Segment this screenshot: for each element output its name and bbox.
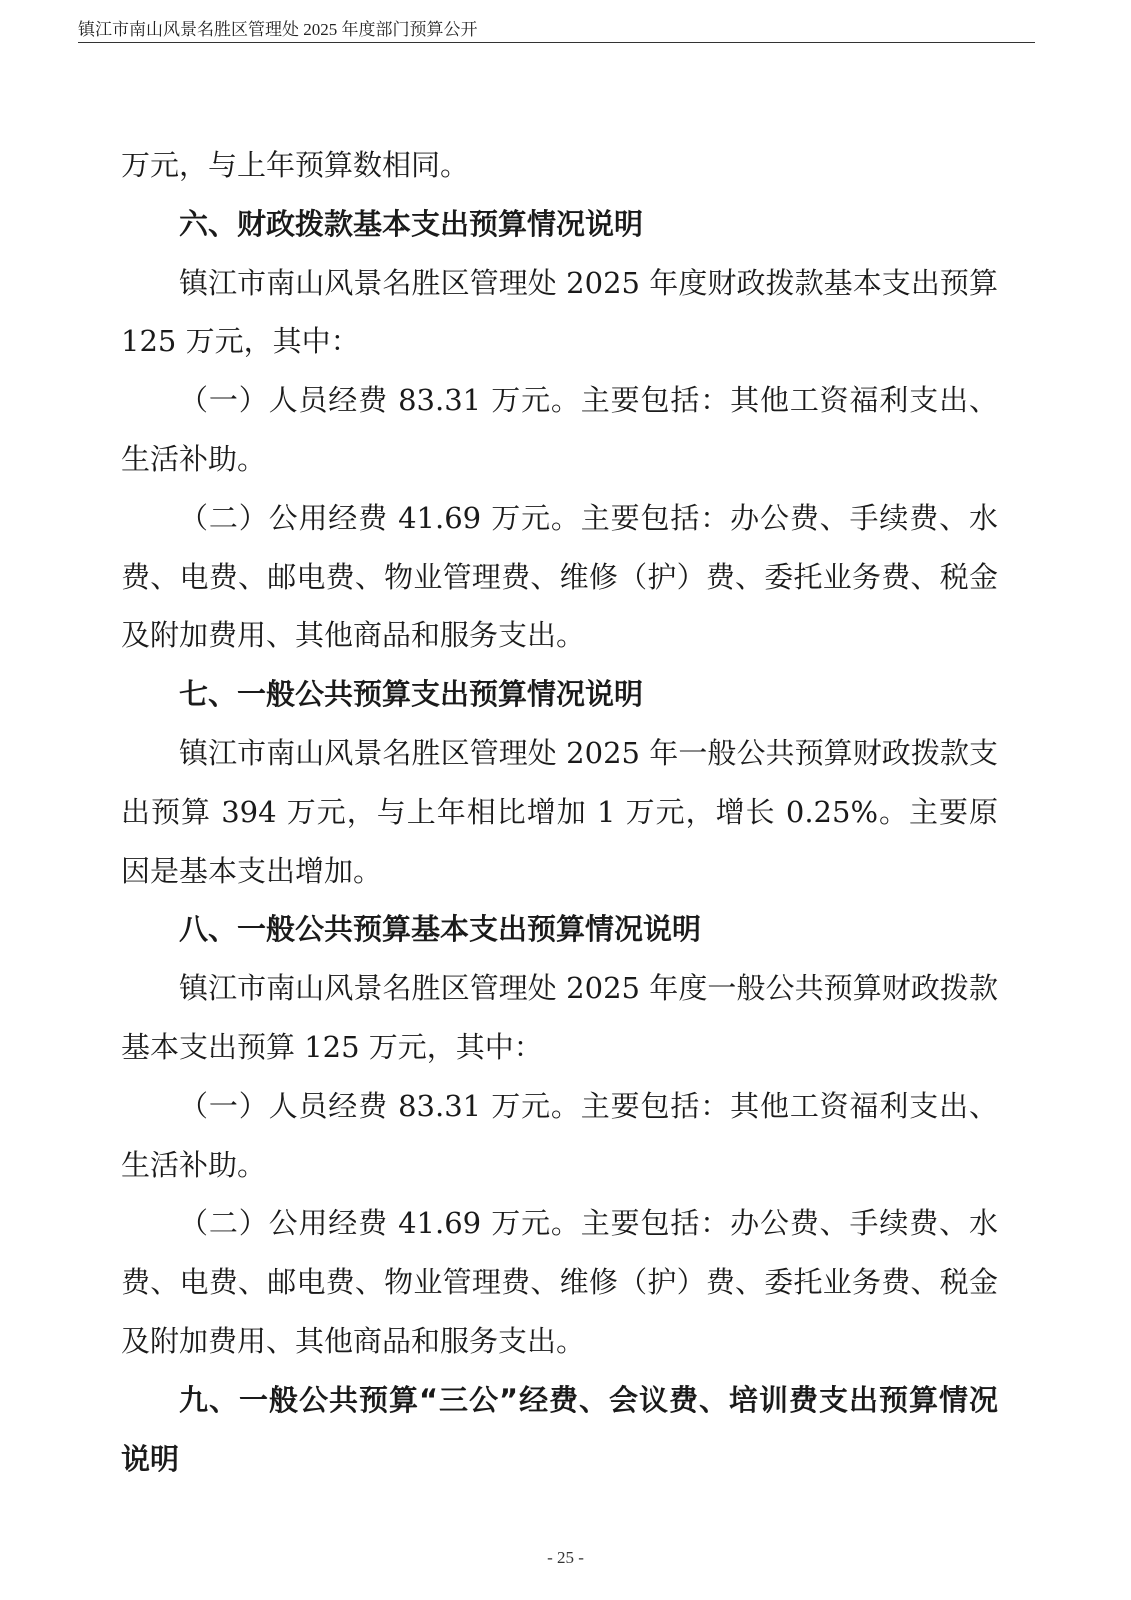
paragraph-general-budget: 镇江市南山风景名胜区管理处 2025 年一般公共预算财政拨款支出预算 394 万元，与上年相比增加 1 万元，增长 0.25%。主要原因是基本支出增加。 — [121, 735, 998, 888]
page-number: - 25 - — [547, 1548, 584, 1567]
paragraph-general-basic-expenditure: 镇江市南山风景名胜区管理处 2025 年度一般公共预算财政拨款基本支出预算 125 万元，其中： — [121, 971, 998, 1064]
paragraph-public-cost-2: （二）公用经费 41.69 万元。主要包括：办公费、手续费、水费、电费、邮电费、物业管理费、维修（护）费、委托业务费、税金及附加费用、其他商品和服务支出。 — [121, 1206, 998, 1358]
paragraph-basic-expenditure: 镇江市南山风景名胜区管理处 2025 年度财政拨款基本支出预算 125 万元，其中： — [121, 265, 998, 359]
section-heading-6: 六、财政拨款基本支出预算情况说明 — [179, 206, 644, 241]
paragraph-public-cost: （二）公用经费 41.69 万元。主要包括：办公费、手续费、水费、电费、邮电费、物业管理费、维修（护）费、委托业务费、税金及附加费用、其他商品和服务支出。 — [121, 500, 998, 653]
paragraph-personnel-cost: （一）人员经费 83.31 万元。主要包括：其他工资福利支出、生活补助。 — [121, 383, 998, 476]
section-heading-8: 八、一般公共预算基本支出预算情况说明 — [179, 912, 702, 947]
paragraph-personnel-cost-2: （一）人员经费 83.31 万元。主要包括：其他工资福利支出、生活补助。 — [121, 1088, 998, 1182]
page-header — [78, 12, 1035, 43]
section-heading-7: 七、一般公共预算支出预算情况说明 — [179, 677, 644, 712]
document-body — [121, 136, 998, 1488]
header-title: 镇江市南山风景名胜区管理处 2025 年度部门预算公开 — [78, 20, 478, 39]
section-heading-9: 九、一般公共预算“三公”经费、会议费、培训费支出预算情况说明 — [121, 1382, 998, 1476]
continuation-paragraph: 万元，与上年预算数相同。 — [121, 148, 470, 182]
